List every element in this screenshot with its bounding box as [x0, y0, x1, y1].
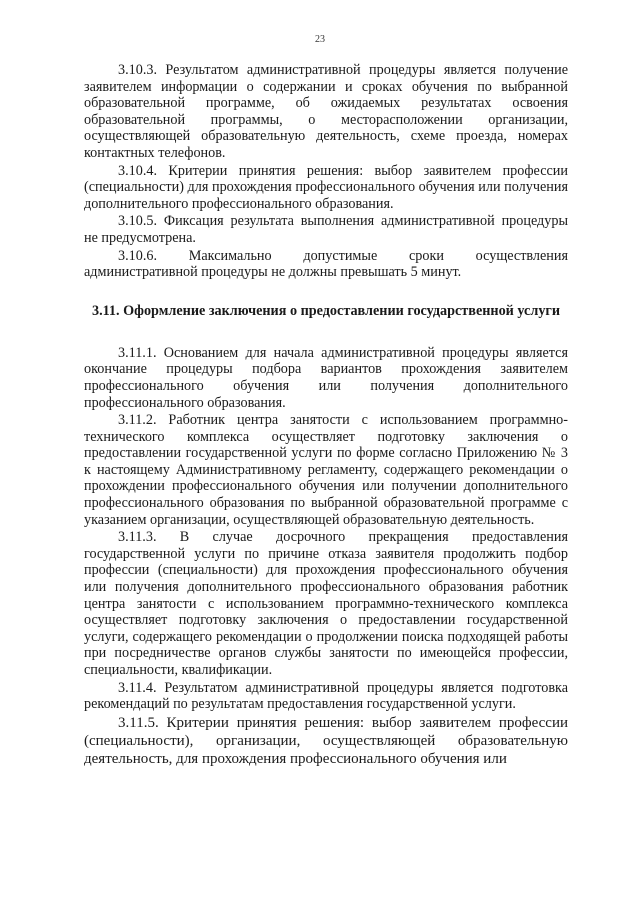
section-heading-3-11: 3.11. Оформление заключения о предоставлении государственной услуги [91, 302, 561, 319]
paragraph-3-10-5: 3.10.5. Фиксация результата выполнения административной процедуры не предусмотрена. [84, 213, 568, 246]
page-number: 23 [315, 34, 325, 45]
paragraph-3-11-3: 3.11.3. В случае досрочного прекращения предоставления государственной услуги по причине отказа заявителя продолжить подбор профессии (специальности) для прохождения профессионального обучения или получения дополнительного профессионального образования работник центра занятости с использованием программно-технического комплекса осуществляет подготовку заключения о предоставлении государственной услуги, содержащего рекомендации о продолжении поиска подходящей работы при посредничестве органов службы занятости по имеющейся профессии, специальности, квалификации. [84, 529, 568, 678]
paragraph-3-10-4: 3.10.4. Критерии принятия решения: выбор заявителем профессии (специальности) для прохождения профессионального обучения или получения дополнительного профессионального образования. [84, 162, 568, 212]
paragraph-3-11-2: 3.11.2. Работник центра занятости с использованием программно-технического комплекса осуществляет подготовку заключения о предоставлении государственной услуги по форме согласно Приложению № 3 к настоящему Административному регламенту, содержащего рекомендации о прохождении профессионального обучения или получении дополнительного профессионального образования по выбранной образовательной программе с указанием организации, осуществляющей образовательную деятельность. [84, 412, 568, 528]
paragraph-3-11-5: 3.11.5. Критерии принятия решения: выбор заявителем профессии (специальности), организации, осуществляющей образовательную деятельность, для прохождения профессионального обучения или [84, 714, 568, 767]
paragraph-3-10-6: 3.10.6. Максимально допустимые сроки осуществления административной процедуры не должны превышать 5 минут. [84, 247, 568, 281]
paragraph-3-11-4: 3.11.4. Результатом административной процедуры является подготовка рекомендаций по результатам предоставления государственной услуги. [84, 679, 568, 713]
paragraph-3-11-1: 3.11.1. Основанием для начала административной процедуры является окончание процедуры подбора вариантов прохождения заявителем профессионального обучения или получения дополнительного профессионального образования. [84, 344, 568, 411]
document-body [84, 62, 568, 769]
paragraph-3-10-3: 3.10.3. Результатом административной процедуры является получение заявителем информации о содержании и сроках обучения по выбранной образовательной программе, об ожидаемых результатах освоения образовательной программы, о месторасположении организации, осуществляющей образовательную деятельность, схеме проезда, номерах контактных телефонов. [84, 62, 568, 161]
